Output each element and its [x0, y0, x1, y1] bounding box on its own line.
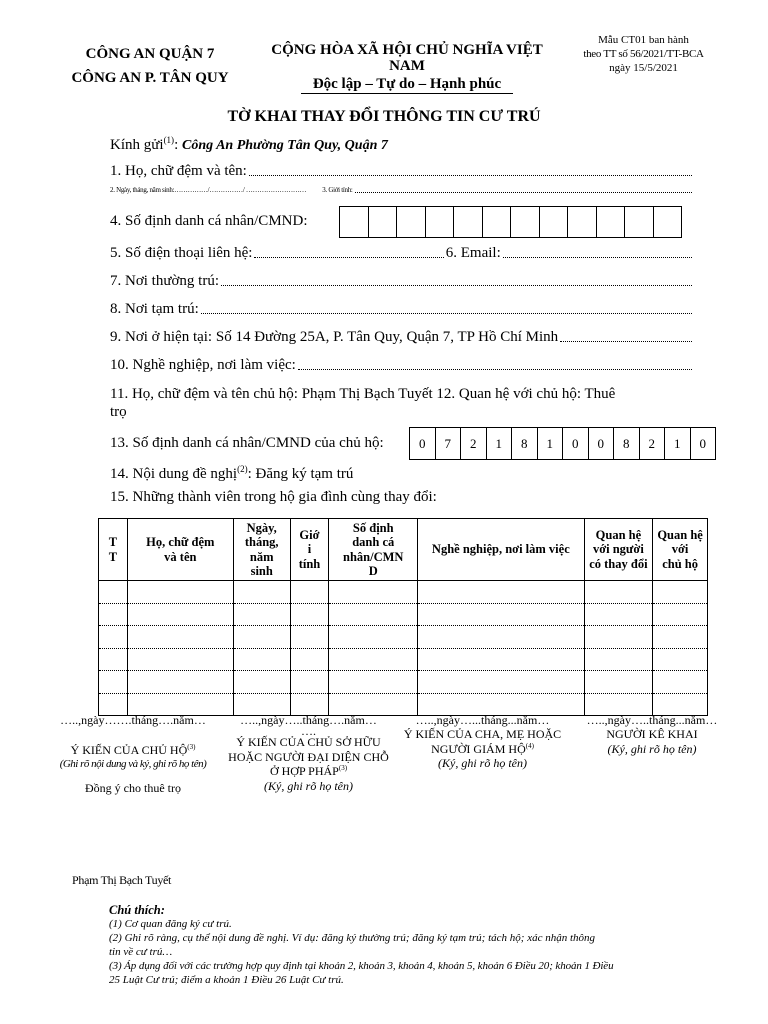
table-cell[interactable] — [233, 648, 290, 671]
fill-line[interactable] — [201, 312, 692, 314]
table-cell[interactable] — [418, 581, 585, 604]
owner-id-digit: 8 — [512, 427, 538, 460]
recipient-label: Kính gửi — [110, 137, 164, 153]
table-cell[interactable] — [233, 603, 290, 626]
field-label-gender: 3. Giới tính: — [322, 186, 353, 194]
field-label: 1. Họ, chữ đệm và tên: — [110, 163, 247, 179]
signature-note: (Ký, ghi rõ họ tên) — [438, 756, 527, 771]
table-cell[interactable] — [290, 671, 329, 694]
table-cell[interactable] — [99, 648, 128, 671]
id-digit-box[interactable] — [625, 206, 654, 238]
fill-line[interactable] — [355, 191, 692, 193]
agency-line-1: CÔNG AN QUẬN 7 — [85, 46, 215, 62]
table-cell[interactable] — [233, 581, 290, 604]
table-cell[interactable] — [329, 648, 418, 671]
field-current-residence — [110, 329, 694, 346]
form-code-line-2: theo TT số 56/2021/TT-BCA — [583, 48, 704, 60]
signature-footnote: (3) — [187, 743, 196, 752]
owner-id-digit: 0 — [563, 427, 589, 460]
form-code-line-1: Mẫu CT01 ban hành — [598, 34, 689, 46]
table-cell[interactable] — [653, 648, 708, 671]
table-row — [99, 648, 708, 671]
owner-id-digit: 8 — [614, 427, 640, 460]
national-header — [262, 42, 552, 92]
nation-line-1: CỘNG HÒA XÃ HỘI CHỦ NGHĨA VIỆT — [271, 42, 543, 58]
table-cell[interactable] — [99, 603, 128, 626]
table-cell[interactable] — [127, 603, 233, 626]
id-digit-box[interactable] — [426, 206, 455, 238]
table-row — [99, 603, 708, 626]
field-label-email: 6. Email: — [445, 245, 501, 261]
owner-id-boxes — [409, 427, 716, 460]
fill-line[interactable] — [298, 368, 692, 370]
recipient-value: Công An Phường Tân Quy, Quận 7 — [181, 138, 388, 153]
recipient-line — [110, 135, 388, 154]
col-header-relation-head: Quan hệ với chủ hộ — [653, 519, 708, 581]
field-members-label: 15. Những thành viên trong hộ gia đình cùng thay đổi: — [110, 489, 437, 505]
request-value: : Đăng ký tạm trú — [247, 466, 354, 482]
recipient-footnote: (1) — [163, 135, 175, 145]
id-digit-box[interactable] — [540, 206, 569, 238]
field-value: 9. Nơi ở hiện tại: Số 14 Đường 25A, P. Tân Quy, Quận 7, TP Hồ Chí Minh — [110, 329, 559, 345]
table-cell[interactable] — [418, 648, 585, 671]
national-motto: Độc lập – Tự do – Hạnh phúc — [301, 76, 513, 94]
fill-line[interactable] — [503, 256, 692, 258]
footnote-2-line-2: tin về cư trú… — [109, 946, 173, 958]
field-id-label: 4. Số định danh cá nhân/CMND: — [110, 213, 308, 229]
table-cell[interactable] — [127, 626, 233, 649]
applicant-id-boxes — [339, 206, 682, 238]
signature-date: …..,ngày…..tháng...năm… — [586, 713, 718, 727]
owner-id-digit: 1 — [665, 427, 691, 460]
fill-line[interactable] — [249, 174, 692, 176]
signature-date: …..,ngày…...tháng...năm… — [415, 713, 550, 727]
fill-line[interactable] — [560, 340, 692, 342]
request-footnote: (2) — [237, 464, 248, 474]
signature-title: Ý KIẾN CỦA CHỦ HỘ — [70, 743, 188, 758]
signature-declarant — [572, 713, 732, 756]
col-header-id: Số định danh cá nhân/CMN D — [329, 519, 418, 581]
table-cell[interactable] — [329, 626, 418, 649]
footnote-2-line-1: (2) Ghi rõ ràng, cụ thể nội dung đề nghị. Ví dụ: đăng ký thường trú; đăng ký tạm trú; tách hộ; xác nhận thông — [109, 932, 596, 944]
owner-id-digit: 1 — [487, 427, 513, 460]
field-label-birthdate: 2. Ngày, tháng, năm sinh:……………/……………/ ……………………… — [110, 186, 307, 194]
id-digit-box[interactable] — [340, 206, 369, 238]
household-head-signature-name: Phạm Thị Bạch Tuyết — [72, 873, 172, 887]
table-row — [99, 581, 708, 604]
members-table — [98, 518, 708, 716]
signature-title: Ý KIẾN CỦA CHA, MẸ HOẶC NGƯỜI GIÁM HỘ — [403, 727, 562, 756]
footnote-3-line-2: 25 Luật Cư trú; điểm a khoản 1 Điều 26 Luật Cư trú. — [109, 974, 344, 986]
table-cell[interactable] — [290, 603, 329, 626]
signature-note: (Ký, ghi rõ họ tên) — [607, 741, 697, 756]
table-cell[interactable] — [127, 671, 233, 694]
signature-household-head — [38, 713, 228, 795]
table-cell[interactable] — [290, 581, 329, 604]
field-label: 7. Nơi thường trú: — [110, 273, 219, 289]
field-temporary-residence — [110, 301, 694, 318]
id-digit-box[interactable] — [654, 206, 683, 238]
table-cell[interactable] — [329, 603, 418, 626]
table-cell[interactable] — [418, 626, 585, 649]
owner-id-digit: 0 — [589, 427, 615, 460]
signature-note: (Ghi rõ nội dung và ký, ghi rõ họ tên) — [59, 757, 207, 770]
field-label: 8. Nơi tạm trú: — [110, 301, 199, 317]
id-digit-box[interactable] — [483, 206, 512, 238]
field-permanent-residence — [110, 273, 694, 290]
signature-date-continued: …. — [301, 724, 316, 739]
footnotes-heading: Chú thích: — [109, 903, 165, 917]
id-digit-box[interactable] — [454, 206, 483, 238]
signature-title: Ý KIẾN CỦA CHỦ SỞ HỮU HOẶC NGƯỜI ĐẠI DIỆN CHỖ Ở HỢP PHÁP — [228, 735, 389, 779]
form-code — [566, 33, 721, 75]
field-owner-id-label: 13. Số định danh cá nhân/CMND của chủ hộ: — [110, 435, 384, 451]
field-household-head — [110, 385, 700, 421]
agency-line-2: CÔNG AN P. TÂN QUY — [71, 70, 229, 86]
field-birth-gender — [110, 186, 694, 194]
owner-id-digit: 0 — [691, 427, 717, 460]
signature-date: …..,ngày…..tháng….năm… — [240, 713, 377, 727]
footnotes — [109, 903, 709, 987]
table-cell[interactable] — [127, 581, 233, 604]
owner-id-digit: 0 — [410, 427, 436, 460]
id-digit-box[interactable] — [397, 206, 426, 238]
id-digit-box[interactable] — [369, 206, 398, 238]
table-cell[interactable] — [99, 626, 128, 649]
table-cell[interactable] — [584, 626, 653, 649]
col-header-birthdate: Ngày, tháng, năm sinh — [233, 519, 290, 581]
table-cell[interactable] — [584, 581, 653, 604]
table-cell[interactable] — [233, 626, 290, 649]
household-head-line-2: trọ — [110, 404, 127, 420]
table-cell[interactable] — [584, 648, 653, 671]
owner-id-digit: 7 — [436, 427, 462, 460]
table-cell[interactable] — [290, 648, 329, 671]
owner-id-digit: 1 — [538, 427, 564, 460]
table-cell[interactable] — [329, 671, 418, 694]
members-table-header — [99, 519, 708, 581]
footnote-3-line-1: (3) Áp dụng đối với các trường hợp quy định tại khoản 2, khoản 3, khoản 4, khoản 5, khoản 6 Điều 20; khoản 1 Điều — [109, 960, 614, 972]
table-row — [99, 626, 708, 649]
id-digit-box[interactable] — [597, 206, 626, 238]
table-cell[interactable] — [329, 581, 418, 604]
table-cell[interactable] — [584, 671, 653, 694]
field-occupation — [110, 357, 694, 374]
form-code-line-3: ngày 15/5/2021 — [609, 62, 678, 74]
table-cell[interactable] — [233, 671, 290, 694]
recipient-colon: : — [174, 137, 179, 153]
signature-footnote: (4) — [525, 741, 534, 750]
table-cell[interactable] — [418, 671, 585, 694]
col-header-occupation: Nghề nghiệp, nơi làm việc — [418, 519, 585, 581]
table-cell[interactable] — [653, 626, 708, 649]
signature-content: Đồng ý cho thuê trọ — [85, 780, 181, 795]
field-request — [110, 464, 353, 483]
fill-line[interactable] — [254, 256, 443, 258]
table-cell[interactable] — [99, 671, 128, 694]
field-label: 10. Nghề nghiệp, nơi làm việc: — [110, 357, 296, 373]
table-cell[interactable] — [653, 581, 708, 604]
signature-owner — [226, 713, 391, 793]
household-head-line-1: 11. Họ, chữ đệm và tên chủ hộ: Phạm Thị Bạch Tuyết 12. Quan hệ với chủ hộ: Thuê — [110, 386, 616, 402]
signature-note: (Ký, ghi rõ họ tên) — [264, 778, 353, 793]
table-cell[interactable] — [290, 626, 329, 649]
owner-id-digit: 2 — [461, 427, 487, 460]
col-header-name: Họ, chữ đệm và tên — [127, 519, 233, 581]
nation-line-2: NAM — [389, 58, 425, 74]
table-cell[interactable] — [127, 648, 233, 671]
field-full-name — [110, 163, 694, 180]
table-row — [99, 671, 708, 694]
field-label-phone: 5. Số điện thoại liên hệ: — [110, 245, 253, 261]
signature-guardian — [400, 713, 565, 771]
col-header-gender: Giớ i tính — [290, 519, 329, 581]
field-phone-email — [110, 245, 694, 262]
fill-line[interactable] — [221, 284, 692, 286]
signature-date: …..,ngày…….tháng….năm… — [60, 713, 206, 727]
issuing-agency — [60, 42, 240, 90]
footnote-1: (1) Cơ quan đăng ký cư trú. — [109, 918, 232, 930]
table-cell[interactable] — [99, 581, 128, 604]
table-cell[interactable] — [653, 603, 708, 626]
signature-footnote: (3) — [338, 764, 348, 773]
page-title: TỜ KHAI THAY ĐỔI THÔNG TIN CƯ TRÚ — [227, 108, 541, 125]
table-cell[interactable] — [418, 603, 585, 626]
id-digit-box[interactable] — [568, 206, 597, 238]
request-label: 14. Nội dung đề nghị — [110, 466, 238, 482]
col-header-index: T T — [99, 519, 128, 581]
col-header-relation-changer: Quan hệ với người có thay đổi — [584, 519, 653, 581]
table-cell[interactable] — [653, 671, 708, 694]
signature-title: NGƯỜI KÊ KHAI — [606, 727, 698, 742]
id-digit-box[interactable] — [511, 206, 540, 238]
owner-id-digit: 2 — [640, 427, 666, 460]
table-cell[interactable] — [584, 603, 653, 626]
